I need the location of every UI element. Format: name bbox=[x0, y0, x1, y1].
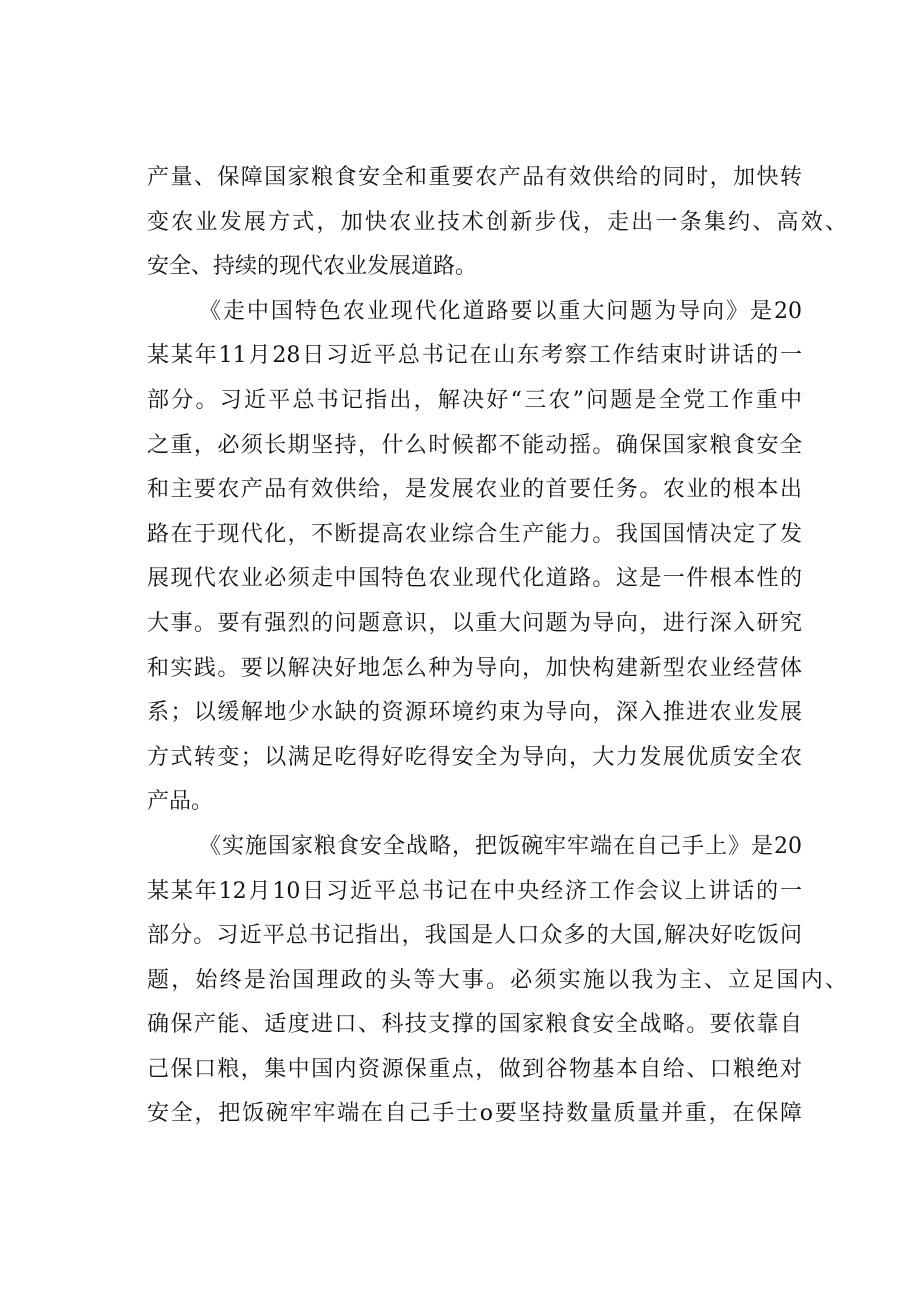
paragraph-3-line-6: 己保口粮，集中国内资源保重点，做到谷物基本自给、口粮绝对 bbox=[147, 1056, 802, 1082]
paragraph-3-line-7: 安全，把饭碗牢牢端在自己手士o要坚持数量质量并重，在保障 bbox=[147, 1101, 802, 1127]
paragraph-3-line-4: 题，始终是治国理政的头等大事。必须实施以我为主、立足国内、 bbox=[147, 967, 847, 993]
paragraph-3-line-3: 部分。习近平总书记指出，我国是人口众多的大国,解决好吃饭问 bbox=[147, 923, 802, 949]
paragraph-2-line-7: 展现代农业必须走中国特色农业现代化道路。这是一件根本性的 bbox=[147, 566, 802, 592]
paragraph-3-line-1: 《实施国家粮食安全战略，把饭碗牢牢端在自己手上》是20 bbox=[199, 833, 802, 859]
paragraph-1-line-2: 变农业发展方式，加快农业技术创新步伐，走出一条集约、高效、 bbox=[147, 209, 847, 235]
paragraph-2-line-9: 和实践。要以解决好地怎么种为导向，加快构建新型农业经营体 bbox=[147, 655, 802, 681]
paragraph-1-line-1: 产量、保障国家粮食安全和重要农产品有效供给的同时，加快转 bbox=[147, 165, 802, 190]
paragraph-2-line-5: 和主要农产品有效供给，是发展农业的首要任务。农业的根本出 bbox=[147, 477, 802, 503]
paragraph-2-line-2: 某某年11月28日习近平总书记在山东考察工作结束时讲话的一 bbox=[147, 343, 802, 369]
paragraph-3-line-2: 某某年12月10日习近平总书记在中央经济工作会议上讲话的一 bbox=[147, 878, 802, 904]
paragraph-2-line-12: 产品。 bbox=[147, 789, 214, 815]
paragraph-2-line-11: 方式转变；以满足吃得好吃得安全为导向，大力发展优质安全农 bbox=[147, 744, 802, 770]
paragraph-2-line-10: 系；以缓解地少水缺的资源环境约束为导向，深入推进农业发展 bbox=[147, 700, 802, 726]
paragraph-2-line-1: 《走中国特色农业现代化道路要以重大问题为导向》是20 bbox=[199, 298, 802, 324]
paragraph-2-line-6: 路在于现代化，不断提高农业综合生产能力。我国国情决定了发 bbox=[147, 521, 802, 547]
document-body bbox=[147, 156, 847, 1137]
paragraph-2-line-3: 部分。习近平总书记指出，解决好“三农”问题是全党工作重中 bbox=[147, 387, 802, 413]
paragraph-2-line-8: 大事。要有强烈的问题意识，以重大问题为导向，进行深入研究 bbox=[147, 610, 802, 636]
paragraph-3-line-5: 确保产能、适度进口、科技支撑的国家粮食安全战略。要依靠自 bbox=[147, 1012, 802, 1038]
paragraph-1-line-3: 安全、持续的现代农业发展道路。 bbox=[147, 254, 478, 280]
paragraph-2-line-4: 之重，必须长期坚持，什么时候都不能动摇。确保国家粮食安全 bbox=[147, 432, 802, 458]
